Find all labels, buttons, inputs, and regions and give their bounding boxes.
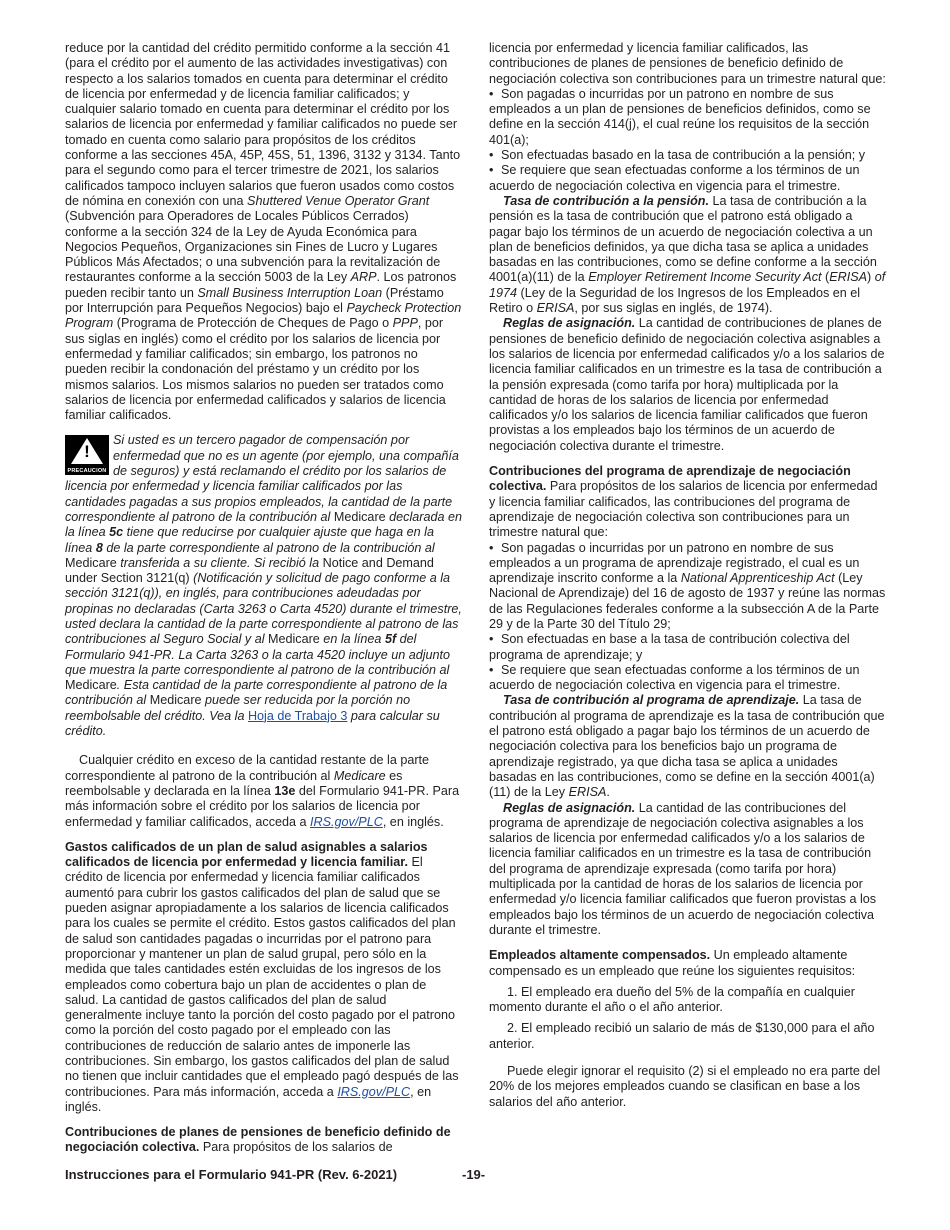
heading-pension-rate: Tasa de contribución a la pensión. <box>503 193 709 208</box>
left-column <box>65 41 462 1156</box>
paragraph-elect-ignore: Puede elegir ignorar el requisito (2) si el empleado no era parte del 20% de los mejores empleados cuando se clasifican en base a los salarios del año anterior. <box>489 1064 881 1109</box>
heading-pension-contributions: Contribuciones de planes de pensiones de beneficio definido de negociación colectiva. <box>65 1125 451 1155</box>
numbered-item: 1. El empleado era dueño del 5% de la compañía en cualquier momento durante el año o el año anterior. <box>489 984 855 1015</box>
bullet-item: • Son pagadas o incurridas por un patrono en nombre de sus empleados a un programa de aprendizaje registrado, el cual es un aprendizaje inscrito conforme a la National Apprenticeship Act (Ley Nacional de Aprendizaje) del 16 de agosto de 1937 y reúne las normas de las Regulaciones federales conforme a la subsección A de la Parte 29 y de la Parte 30 del Título 29; <box>489 541 886 633</box>
heading-highly-compensated: Empleados altamente compensados. <box>489 948 711 963</box>
link-irs-gov-plc[interactable]: IRS.gov/PLC <box>310 814 383 829</box>
link-hoja-de-trabajo-3[interactable]: Hoja de Trabajo 3 <box>247 708 348 723</box>
heading-health-plan-expenses: Gastos calificados de un plan de salud asignables a salarios calificados de licencia por enfermedad y licencia familiar. <box>65 839 428 870</box>
bullet-item: • Se requiere que sean efectuadas conforme a los términos de un acuerdo de negociación colectiva en vigencia para el trimestre. <box>489 663 886 694</box>
section-highly-compensated: Empleados altamente compensados. Un empleado altamente compensado es un empleado que reúne los siguientes requisitos: <box>489 948 856 978</box>
bullet-item: • Se requiere que sean efectuadas conforme a los términos de un acuerdo de negociación colectiva en vigencia para el trimestre. <box>489 163 886 194</box>
section-pension-rate: Tasa de contribución a la pensión. La tasa de contribución a la pensión es la tasa de contribución que el patrono está obligado a pagar bajo los términos de un acuerdo de negociación colectiva a un plan de beneficios definidos, ya que dicha tasa se aplica a unidades basadas en las contribuciones, como se define conforme a la sección 4001(a)(11) de la Employer Retirement Income Security Act (ERISA) of 1974 (Ley de la Seguridad de los Ingresos de los Empleados en el Retiro o ERISA, por sus siglas en inglés, de 1974). <box>489 193 886 316</box>
section-allocation-rules-1: Reglas de asignación. La cantidad de contribuciones de planes de pensiones de beneficio definido de negociación colectiva asignables a los salarios de licencia por enfermedad calificados y/o a los salarios de licencia familiar calificados en un trimestre es la tasa de contribución a la pensión expresada (como tarifa por hora) multiplicada por la cantidad de horas de los salarios de licencia por enfermedad calificados y/o los salarios de licencia familiar calificados que fueron provistas a los empleados bajo los términos de un acuerdo de negociación colectiva durante el trimestre. <box>489 316 885 453</box>
section-apprenticeship-contributions: Contribuciones del programa de aprendizaje de negociación colectiva. Para propósitos de los salarios de licencia por enfermedad y licencia familiar calificados, las contribuciones del programa de aprendizaje de negociación colectiva son contribuciones para un trimestre natural que: <box>489 464 878 540</box>
bullet-item: • Son pagadas o incurridas por un patrono en nombre de sus empleados a un plan de pensiones de beneficios definidos, como se define en la sección 414(j), el cual reúne los requisitos de la sección 401(a); <box>489 87 886 148</box>
section-allocation-rules-2: Reglas de asignación. La cantidad de las contribuciones del programa de aprendizaje de negociación colectiva asignables a los salarios de licencia por enfermedad calificados y/o a los salarios de licencia familiar calificados en un trimestre es la tasa de contribución del programa de aprendizaje expresada (como tarifa por hora) multiplicada por la cantidad de horas de los salarios de licencia por enfermedad y/o licencia familiar calificados que fueron provistas a los empleados bajo los términos de un acuerdo de negociación colectiva durante el trimestre. <box>489 800 877 937</box>
heading-allocation-rules: Reglas de asignación. <box>503 800 636 815</box>
heading-apprenticeship-rate: Tasa de contribución al programa de aprendizaje. <box>503 693 800 708</box>
link-irs-gov-plc[interactable]: IRS.gov/PLC <box>337 1084 411 1099</box>
section-health-plan-expenses: Gastos calificados de un plan de salud asignables a salarios calificados de licencia por enfermedad y licencia familiar. El crédito de licencia por enfermedad y licencia familiar calificados aumentó para cubrir los gastos calificados del plan de salud que se pueden asignar apropiadamente a los salarios de licencia calificados para los cuales se permite el crédito. Estos gastos calificados del plan de salud son cantidades pagadas o incurridas por el patrono para proporcionar y mantener un plan de salud grupal, pero sólo en la medida que tales cantidades estén excluidas de los ingresos de los empleados como cobertura bajo un plan de accidentes o plan de salud. La cantidad de gastos calificados del plan de salud generalmente incluye tanto la porción del costo pagado por el patrono como la porción del costo pagado por el empleado con las contribuciones de reducción de salario antes de imponerle las contribuciones. Sin embargo, los gastos calificados del plan de salud no tienen que incluir cantidades que el empleado pagó después de las contribuciones. Para más información, acceda a IRS.gov/PLC, en inglés. <box>65 839 459 1114</box>
bullet-item: • Son efectuadas en base a la tasa de contribución colectiva del programa de aprendizaje; y <box>489 632 886 663</box>
footer-title: Instrucciones para el Formulario 941-PR (Rev. 6-2021) <box>65 1167 398 1182</box>
numbered-item: 2. El empleado recibió un salario de más de $130,000 para el año anterior. <box>489 1021 875 1051</box>
page-number: -19- <box>462 1167 486 1182</box>
heading-apprenticeship-contributions: Contribuciones del programa de aprendizaje de negociación colectiva. <box>489 464 851 494</box>
section-apprenticeship-rate: Tasa de contribución al programa de aprendizaje. La tasa de contribución al programa de aprendizaje es la tasa de contribución que el patrono está obligado a pagar bajo los términos de un acuerdo de negociación colectiva para los beneficios bajo un programa de aprendizaje registrado, ya que dicha tasa se aplica a unidades basadas en las contribuciones, como se define en la sección 4001(a)(11) de la Ley ERISA. <box>489 693 885 800</box>
bullet-item: • Son efectuadas basado en la tasa de contribución a la pensión; y <box>489 148 886 163</box>
paragraph-excess-credit: Cualquier crédito en exceso de la cantidad restante de la parte correspondiente al patrono de la contribución al Medicare es reembolsable y declarada en la línea 13e del Formulario 941-PR. Para más información sobre el crédito por los salarios de licencia por enfermedad y familiar calificados, acceda a IRS.gov/PLC, en inglés. <box>65 753 460 829</box>
paragraph-credit-reduction: reduce por la cantidad del crédito permitido conforme a la sección 41 (para el crédito por el aumento de las actividades investigativas) con respecto a los salarios tomados en cuenta para determinar el crédito de licencia por enfermedad y de licencia familiar calificados; y cualquier salario tomado en cuenta para determinar el crédito por los salarios de licencia por enfermedad y familiar calificados no puede ser tomado en cuenta como salario para propósitos de los créditos conforme a las secciones 45A, 45P, 45S, 51, 1396, 3132 y 3134. Tanto para el segundo como para el tercer trimestre de 2021, los salarios calificados tampoco incluyen salarios que fueron usados como costos de nómina en conexión con una Shuttered Venue Operator Grant (Subvención para Operadores de Locales Públicos Cerrados) conforme a la sección 324 de la Ley de Ayuda Económica para Negocios Pequeños, Organizaciones sin Fines de Lucro y Lugares Públicos Más Afectados; o una subvención para la revitalización de restaurantes conforme a la sección 5003 de la Ley ARP. Los patronos pueden recibir tanto un Small Business Interruption Loan (Préstamo por Interrupción para Pequeños Negocios) bajo el Paycheck Protection Program (Programa de Protección de Cheques de Pago o PPP, por sus siglas en inglés) como el crédito por los salarios de licencia por enfermedad y familiar calificados; sin embargo, los patronos no pueden recibir la condonación del préstamo y un crédito por los mismos salarios. Los mismos salarios no pueden ser tratados como salarios de licencia por enfermedad calificados y salarios de licencia familiar calificados. <box>65 41 462 423</box>
caution-icon: ! PRECAUCION <box>65 435 109 475</box>
page-footer <box>65 1167 886 1182</box>
section-pension-contributions: Contribuciones de planes de pensiones de beneficio definido de negociación colectiva. Para propósitos de los salarios de <box>65 1125 451 1155</box>
caution-text: Si usted es un tercero pagador de compensación por enfermedad que no es un agente (por ejemplo, una compañía de seguros) y está reclamando el crédito por los salarios de licencia por enfermedad y licencia familiar calificados por las cantidades pagadas a sus propios empleados, la cantidad de la parte correspondiente al patrono de la contribución al Medicare declarada en la línea 5c tiene que reducirse por cualquier ajuste que haga en la línea 8 de la parte correspondiente al patrono de la contribución al Medicare transferida a su cliente. Si recibió la Notice and Demand under Section 3121(q) (Notificación y solicitud de pago conforme a la sección 3121(q)), en inglés, para contribuciones adeudadas por propinas no declaradas (Carta 3263 o Carta 4520) durante el trimestre, usted declara la cantidad de la parte correspondiente al patrono de las contribuciones al Seguro Social y al Medicare en la línea 5f del Formulario 941-PR. La Carta 3263 o la carta 4520 incluye un adjunto que muestra la parte correspondiente al patrono de la contribución al Medicare. Esta cantidad de la parte correspondiente al patrono de la contribución al Medicare puede ser reducida por la porción no reembolsable del crédito. Vea la Hoja de Trabajo 3 para calcular su crédito. <box>65 433 462 739</box>
heading-allocation-rules: Reglas de asignación. <box>503 316 636 331</box>
right-column <box>489 41 886 1110</box>
paragraph-pension-intro: licencia por enfermedad y licencia familiar calificados, las contribuciones de planes de pensiones de beneficio definido de negociación colectiva son contribuciones para un trimestre natural que: <box>489 41 886 86</box>
caution-note <box>65 433 462 739</box>
